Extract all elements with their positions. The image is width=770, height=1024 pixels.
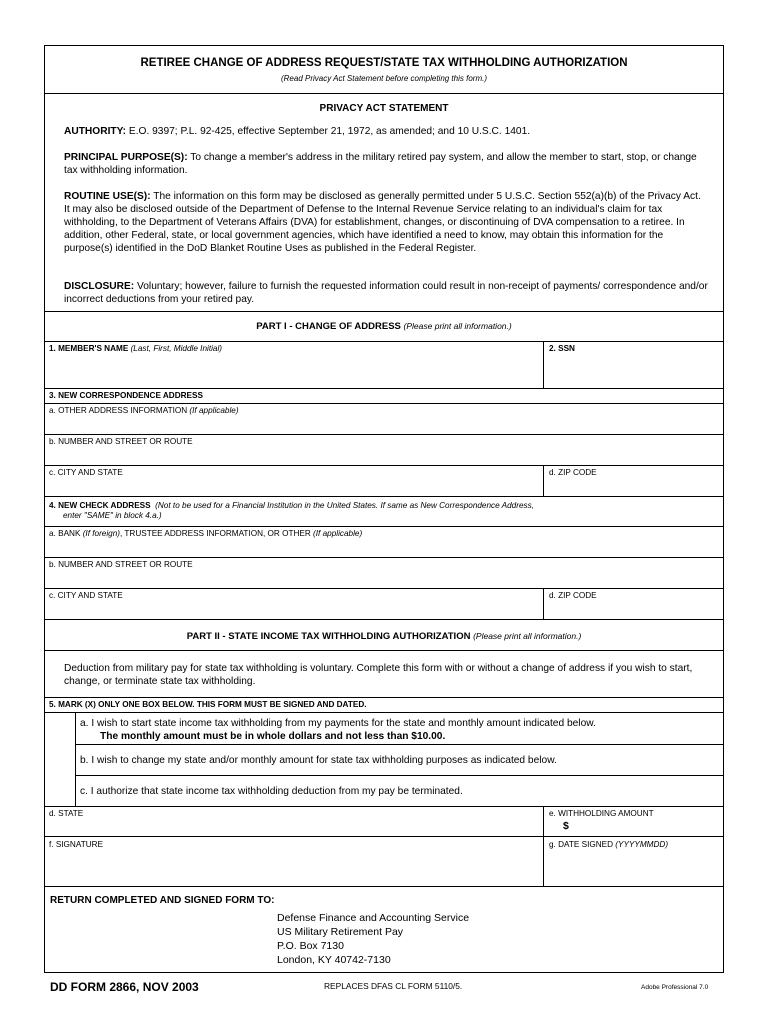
divider	[45, 311, 723, 312]
divider	[45, 341, 723, 342]
replaces-note: REPLACES DFAS CL FORM 5110/5.	[324, 981, 463, 991]
divider	[45, 496, 723, 497]
city-state-label: c. CITY AND STATE	[49, 468, 123, 477]
return-line-1: Defense Finance and Accounting Service	[277, 912, 470, 924]
form-id: DD FORM 2866, NOV 2003	[50, 980, 199, 994]
divider	[45, 836, 723, 837]
mark-one-box-label: 5. MARK (X) ONLY ONE BOX BELOW. THIS FORM MUST BE SIGNED AND DATED.	[49, 700, 367, 709]
divider	[45, 388, 723, 389]
other-address-field[interactable]	[47, 417, 721, 434]
return-line-4: London, KY 40742-7130	[277, 954, 391, 966]
withholding-amount-label: e. WITHHOLDING AMOUNT	[549, 809, 654, 818]
part2-title: PART II - STATE INCOME TAX WITHHOLDING AUTHORIZATION	[186, 631, 471, 642]
check-street-label: b. NUMBER AND STREET OR ROUTE	[49, 560, 193, 569]
correspondence-address-label: 3. NEW CORRESPONDENCE ADDRESS	[49, 391, 203, 400]
divider	[75, 744, 723, 745]
divider	[543, 806, 544, 886]
street-field[interactable]	[47, 448, 721, 465]
check-city-state-label: c. CITY AND STATE	[49, 591, 123, 600]
software-note: Adobe Professional 7.0	[641, 984, 709, 991]
divider	[45, 526, 723, 527]
part1-heading	[45, 321, 723, 332]
dd-form-2866	[44, 45, 724, 973]
state-field[interactable]	[47, 820, 541, 836]
divider	[543, 588, 544, 619]
check-address-label: 4. NEW CHECK ADDRESS (Not to be used for a Financial Institution in the United States. If same as New Correspondence Address, enter "SAME" in block 4.a.)	[49, 501, 534, 520]
other-address-label: a. OTHER ADDRESS INFORMATION (If applicable)	[49, 406, 239, 415]
form-subtitle: (Read Privacy Act Statement before completing this form.)	[280, 74, 487, 83]
part1-title: PART I - CHANGE OF ADDRESS	[256, 321, 401, 332]
divider	[45, 465, 723, 466]
option-a-checkbox[interactable]	[47, 714, 73, 744]
signature-field[interactable]	[47, 851, 541, 885]
privacy-heading: PRIVACY ACT STATEMENT	[319, 103, 449, 114]
form-title: RETIREE CHANGE OF ADDRESS REQUEST/STATE TAX WITHHOLDING AUTHORIZATION	[140, 57, 628, 69]
check-street-field[interactable]	[47, 571, 721, 588]
divider	[45, 93, 723, 94]
divider	[45, 650, 723, 651]
return-address	[277, 911, 469, 967]
routine-label: ROUTINE USE(S):	[64, 191, 151, 202]
option-a-text: a. I wish to start state income tax withholding from my payments for the state and monthly amount indicated below. The monthly amount must be in whole dollars and not less than $10.00.	[80, 718, 596, 742]
return-line-3: P.O. Box 7130	[277, 940, 344, 952]
part2-heading	[45, 631, 723, 642]
authority-paragraph	[64, 125, 709, 138]
member-name-field[interactable]	[47, 355, 541, 387]
part2-note: (Please print all information.)	[473, 631, 582, 641]
signature-label: f. SIGNATURE	[49, 840, 103, 849]
authority-text: E.O. 9397; P.L. 92-425, effective September 21, 1972, as amended; and 10 U.S.C. 1401.	[128, 126, 531, 137]
divider	[45, 557, 723, 558]
check-zip-field[interactable]	[545, 602, 721, 619]
divider	[45, 434, 723, 435]
divider	[45, 886, 723, 887]
part2-intro: Deduction from military pay for state tax withholding is voluntary. Complete this form with or without a change of address if you wish to start, change, or terminate state tax withholding.	[64, 663, 693, 687]
check-zip-label: d. ZIP CODE	[549, 591, 597, 600]
divider	[543, 465, 544, 496]
divider	[75, 712, 76, 806]
divider	[45, 712, 723, 713]
ssn-label: 2. SSN	[549, 344, 575, 353]
routine-text: The information on this form may be disclosed as generally permitted under 5 U.S.C. Section 552(a)(b) of the Privacy Act. It may also be disclosed outside of the Department of Defense to the Internal Revenue Service relating to an individual's claim for tax withholding, to the Department of Veterans Affairs (DVA) for establishment, changes, or discontinuing of DVA compensation to a retiree. In addition, other Federal, state, or local government agencies, which have identified a need to know, may obtain this information for the purpose(s) identified in the DoD Blanket Routine Uses as published in the Federal Register.	[64, 191, 701, 254]
zip-code-field[interactable]	[545, 479, 721, 496]
divider	[45, 806, 723, 807]
street-label: b. NUMBER AND STREET OR ROUTE	[49, 437, 193, 446]
withholding-amount-field[interactable]	[573, 820, 721, 836]
routine-paragraph	[64, 190, 709, 255]
check-city-state-field[interactable]	[47, 602, 541, 619]
state-label: d. STATE	[49, 809, 84, 818]
option-b-checkbox[interactable]	[47, 746, 73, 774]
option-c-checkbox[interactable]	[47, 777, 73, 805]
bank-label: a. BANK (If foreign), TRUSTEE ADDRESS INFORMATION, OR OTHER (If applicable)	[49, 529, 363, 538]
ssn-field[interactable]	[545, 355, 721, 387]
divider	[45, 588, 723, 589]
disclosure-label: DISCLOSURE:	[64, 281, 135, 292]
return-label: RETURN COMPLETED AND SIGNED FORM TO:	[50, 895, 275, 906]
purpose-text: To change a member's address in the military retired pay system, and allow the member to start, stop, or change tax withholding information.	[64, 152, 697, 176]
date-signed-label: g. DATE SIGNED (YYYYMMDD)	[549, 840, 669, 849]
disclosure-paragraph	[64, 280, 709, 306]
authority-label: AUTHORITY:	[64, 126, 127, 137]
bank-field[interactable]	[47, 540, 721, 557]
purpose-label: PRINCIPAL PURPOSE(S):	[64, 152, 188, 163]
part1-note: (Please print all information.)	[403, 321, 512, 331]
disclosure-text: Voluntary; however, failure to furnish the requested information could result in non-receipt of payments/ correspondence and/or incorrect deductions from your retired pay.	[64, 281, 708, 305]
zip-code-label: d. ZIP CODE	[549, 468, 597, 477]
purpose-paragraph	[64, 151, 709, 177]
date-signed-field[interactable]	[545, 851, 721, 885]
option-b-text: b. I wish to change my state and/or monthly amount for state tax withholding purposes as indicated below.	[80, 755, 557, 766]
divider	[45, 697, 723, 698]
divider	[45, 403, 723, 404]
divider	[75, 775, 723, 776]
return-line-2: US Military Retirement Pay	[277, 926, 404, 938]
divider	[45, 619, 723, 620]
city-state-field[interactable]	[47, 479, 541, 496]
dollar-sign: $	[563, 820, 569, 832]
option-c-text: c. I authorize that state income tax withholding deduction from my pay be terminated.	[80, 786, 463, 797]
divider	[543, 341, 544, 388]
member-name-label: 1. MEMBER'S NAME (Last, First, Middle Initial)	[49, 344, 223, 353]
